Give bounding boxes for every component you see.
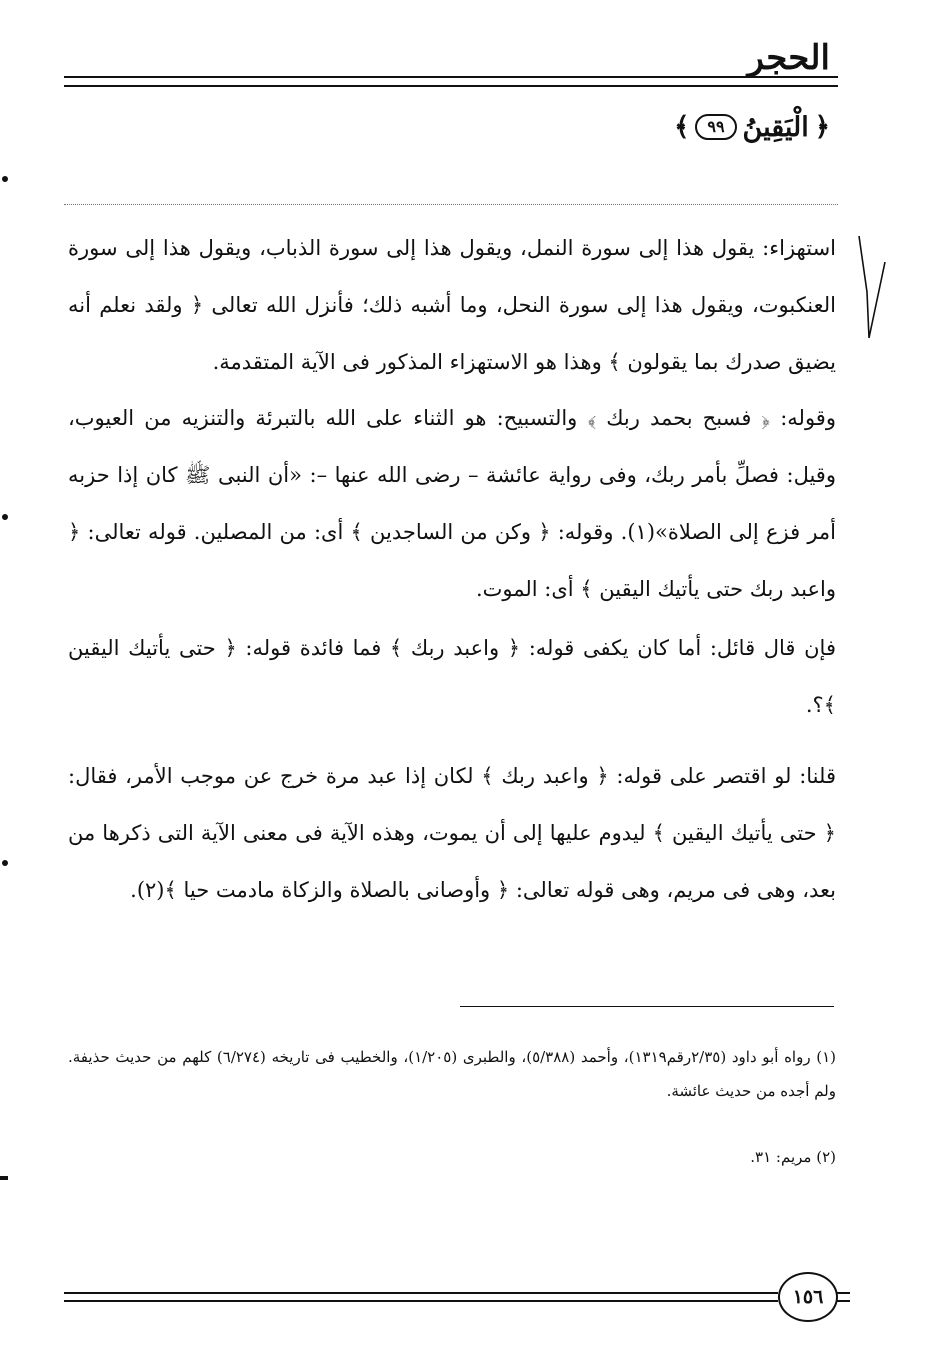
- footnote-rule: [460, 1006, 834, 1007]
- verse-end: [674, 104, 830, 150]
- footer-double-rule: [836, 1292, 850, 1302]
- verse-brace-open: ﴿: [814, 112, 830, 142]
- surah-title: الحجر: [747, 38, 830, 78]
- paragraph: استهزاء: يقول هذا إلى سورة النمل، ويقول هذا إلى سورة الذباب، ويقول هذا إلى سورة العنكبوت، ويقول هذا إلى سورة النحل، وما أشبه ذلك؛ فأنزل الله تعالى ﴿ ولقد نعلم أنه يضيق صدرك بما يقولون ﴾ وهذا هو الاستهزاء المذكور فى الآية المتقدمة.: [68, 236, 836, 374]
- verse-word: الْيَقِينُ: [742, 111, 809, 143]
- margin-dot: [2, 860, 8, 866]
- footnote: (١) رواه أبو داود (٢/٣٥رقم١٣١٩)، وأحمد (٥/٣٨٨)، والطبرى (١/٢٠٥)، والخطيب فى تاريخه (٦/٢٧٤) كلهم من حديث حذيفة. ولم أجده من حديث عائشة.: [68, 1048, 837, 1100]
- paragraph: فإن قال قائل: أما كان يكفى قوله: ﴿ واعبد ربك ﴾ فما فائدة قوله: ﴿ حتى يأتيك اليقين ﴾؟.: [68, 636, 836, 717]
- verse-brace-close: ﴾: [674, 112, 690, 142]
- margin-dot: [2, 176, 8, 182]
- margin-annotation-mark: [855, 232, 895, 342]
- header-double-rule: [64, 76, 838, 87]
- margin-dot: [2, 514, 8, 520]
- dotted-separator: [64, 204, 838, 205]
- verse-number-badge: ٩٩: [695, 114, 736, 140]
- footer-double-rule: [64, 1292, 778, 1302]
- footnote: (٢) مريم: ٣١.: [750, 1148, 836, 1166]
- paragraph: وقوله: ﴿ فسبح بحمد ربك ﴾ والتسبيح: هو الثناء على الله بالتبرئة والتنزيه من العيوب، وقيل: فصلِّ بأمر ربك، وفى رواية عائشة – رضى الله عنها –: «أن النبى ﷺ كان إذا حزبه أمر فزع إلى الصلاة»(١). وقوله: ﴿ وكن من الساجدين ﴾ أى: من المصلين. قوله تعالى: ﴿ واعبد ربك حتى يأتيك اليقين ﴾ أى: الموت.: [68, 406, 836, 601]
- page-number: ١٥٦: [778, 1272, 838, 1322]
- paragraph: قلنا: لو اقتصر على قوله: ﴿ واعبد ربك ﴾ لكان إذا عبد مرة خرج عن موجب الأمر، فقال: ﴿ حتى يأتيك اليقين ﴾ ليدوم عليها إلى أن يموت، وهذه الآية فى معنى الآية التى ذكرها من بعد، وهى فى مريم، وهى قوله تعالى: ﴿ وأوصانى بالصلاة والزكاة مادمت حيا ﴾(٢).: [68, 764, 836, 902]
- margin-dash: [0, 1176, 8, 1180]
